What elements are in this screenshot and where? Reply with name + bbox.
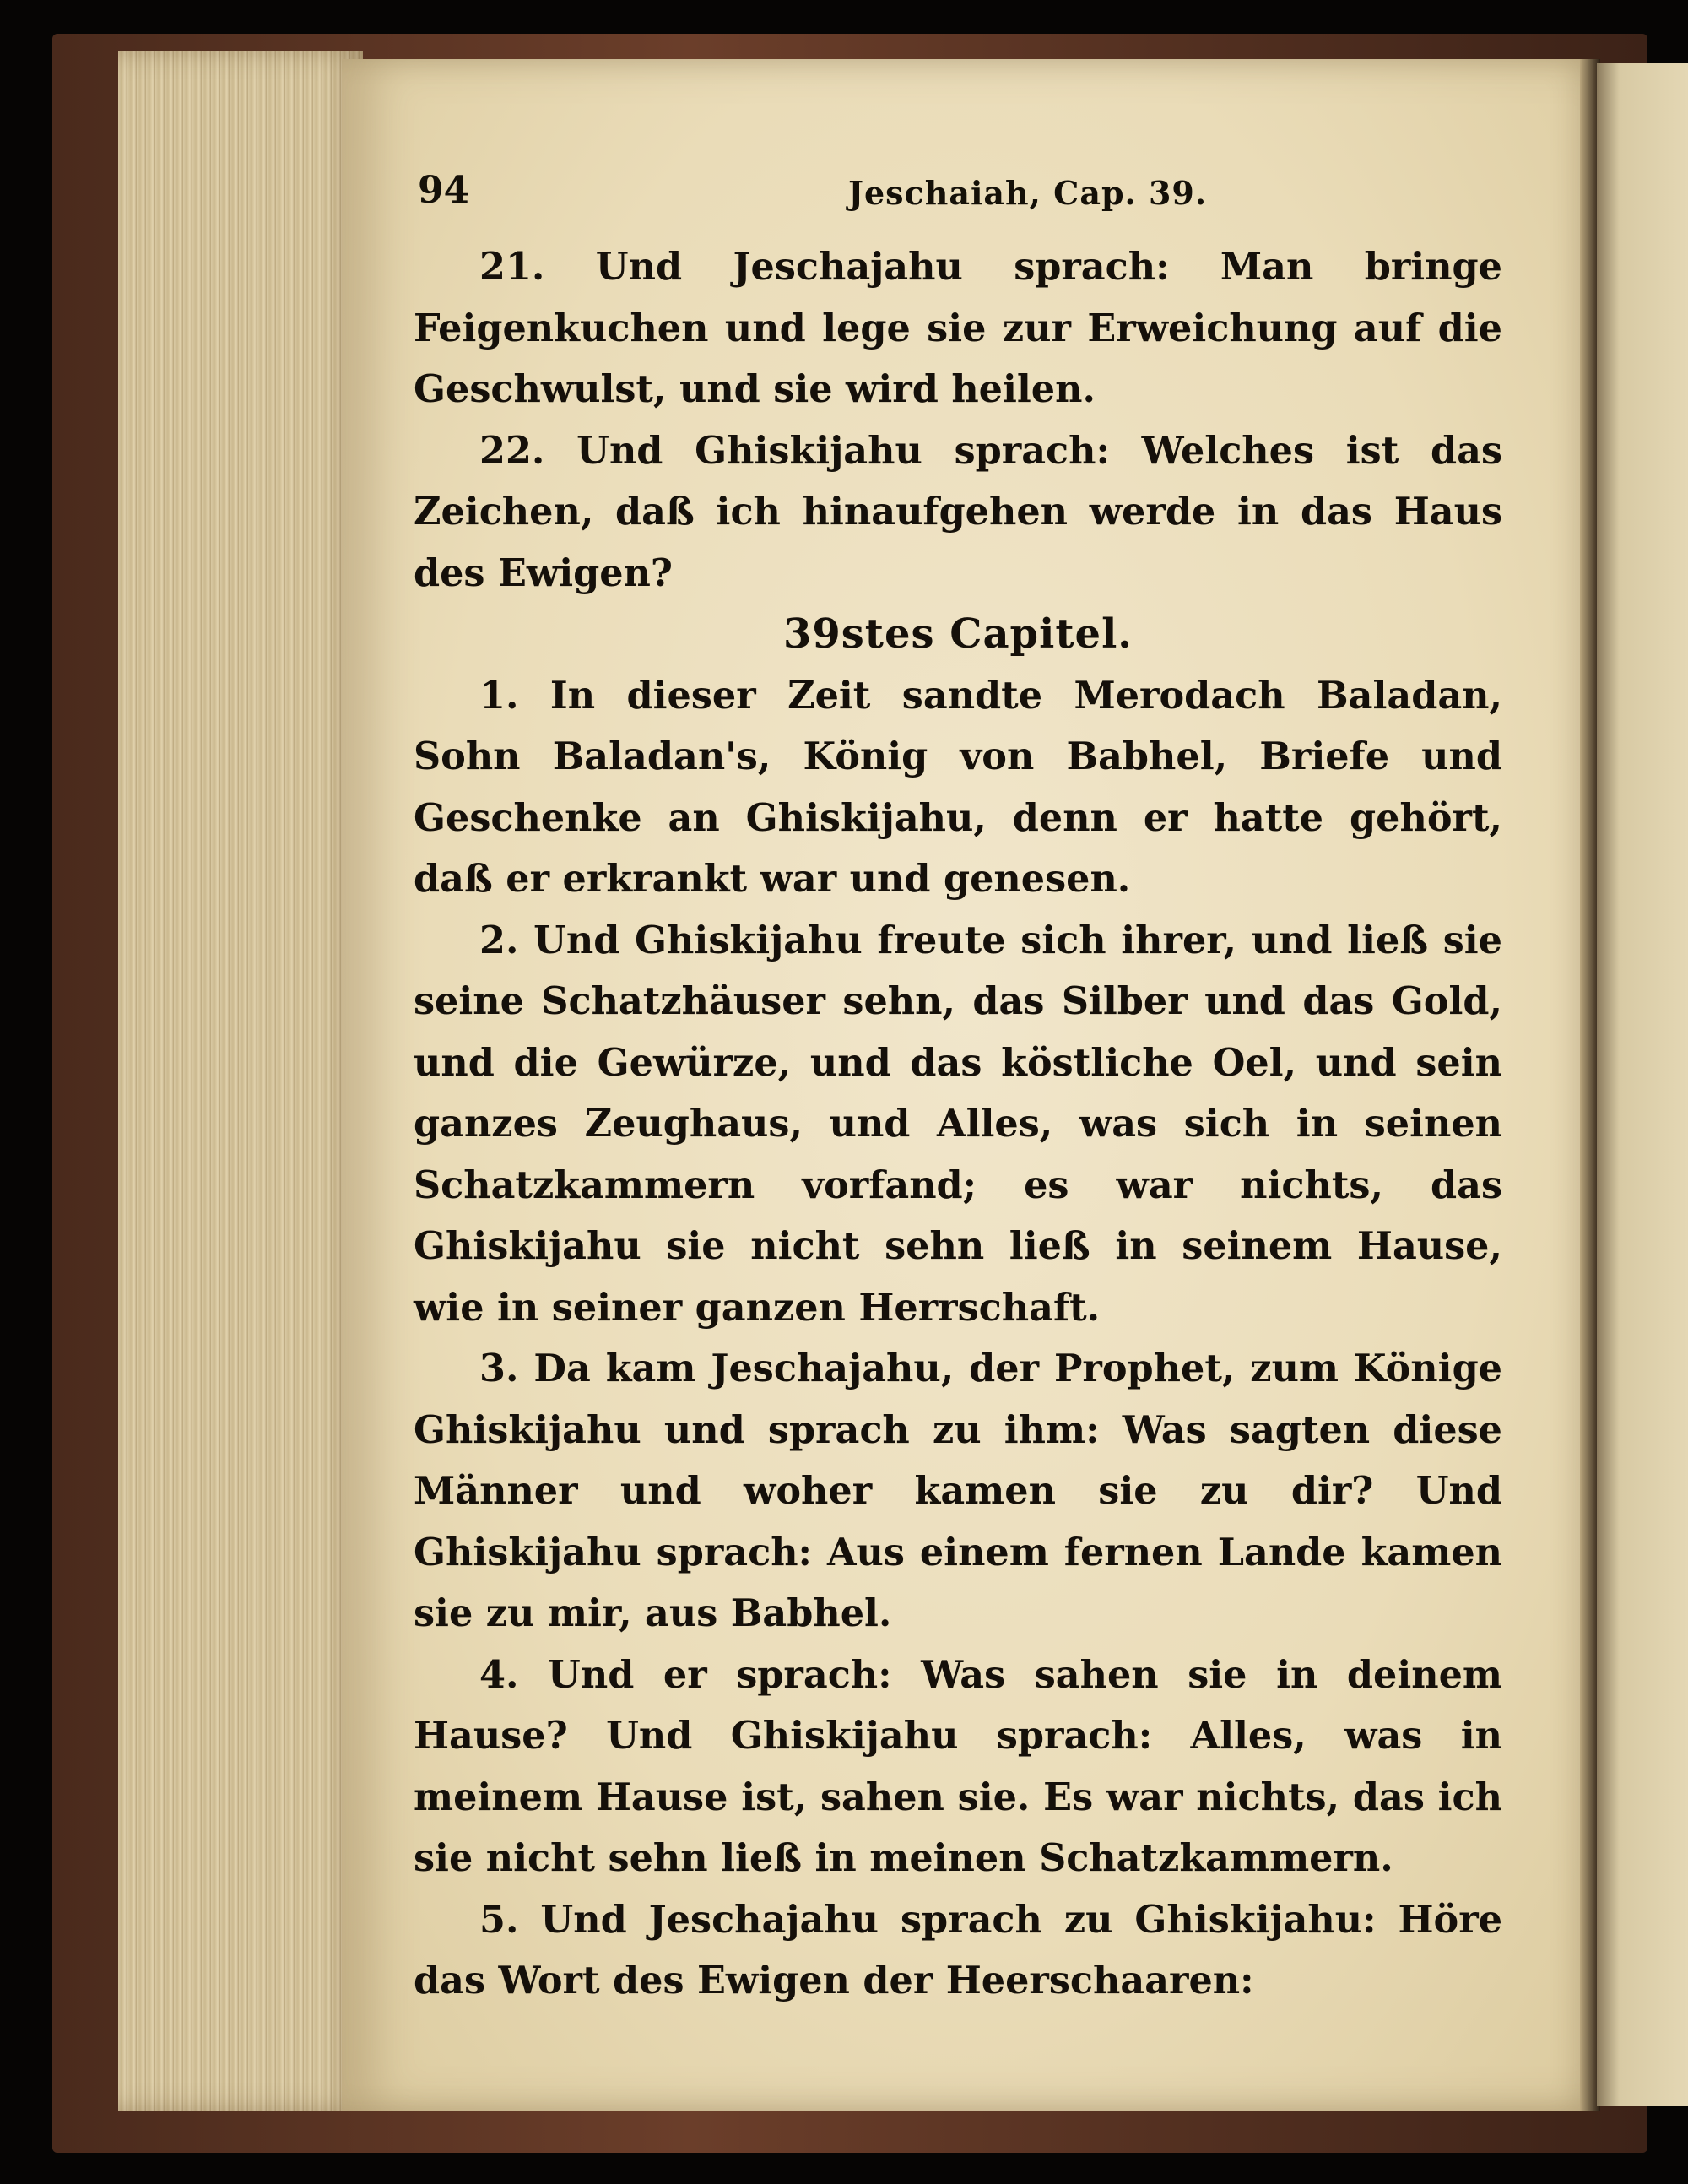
verse-2: 2. Und Ghiskijahu freute sich ihrer, und ließ sie seine Schatzhäuser sehn, das Silber und das Gold, und die Gewürze, und das köstliche Oel, und sein ganzes Zeughaus, und Alles, was sich in seinen Schatzkammern vorfand; es war nichts, das Ghiskijahu sie nicht sehn ließ in seinem Hause, wie in seiner ganzen Herrschaft. — [414, 918, 1502, 1330]
verse-1: 1. In dieser Zeit sandte Merodach Baladan, Sohn Baladan's, König von Babhel, Briefe und Geschenke an Ghiskijahu, denn er hatte gehört, daß er erkrankt war und genesen. — [414, 673, 1502, 901]
verse-3: 3. Da kam Jeschajahu, der Prophet, zum Könige Ghiskijahu und sprach zu ihm: Was sagten diese Männer und woher kamen sie zu dir? Und Ghiskijahu sprach: Aus einem fernen Lande kamen sie zu mir, aus Babhel. — [414, 1347, 1502, 1635]
page-number: 94 — [418, 169, 470, 212]
verse-21: 21. Und Jeschajahu sprach: Man bringe Feigenkuchen und lege sie zur Erweichung auf die Geschwulst, und sie wird heilen. — [414, 245, 1502, 411]
chapter-heading: 39stes Capitel. — [782, 610, 1133, 658]
facing-page-edge — [1597, 63, 1688, 2106]
verse-5: 5. Und Jeschajahu sprach zu Ghiskijahu: Höre das Wort des Ewigen der Heerschaaren: — [414, 1897, 1502, 2002]
page-text — [414, 236, 1502, 2012]
page-edges — [118, 51, 363, 2111]
verse-22: 22. Und Ghiskijahu sprach: Welches ist das Zeichen, daß ich hinaufgehen werde in das Haus des Ewigen? — [414, 428, 1502, 595]
running-head — [418, 169, 1557, 219]
running-title: Jeschaiah, Cap. 39. — [848, 174, 1208, 212]
verse-4: 4. Und er sprach: Was sahen sie in deinem Hause? Und Ghiskijahu sprach: Alles, was in meinem Hause ist, sahen sie. Es war nichts, das ich sie nicht sehn ließ in meinen Schatzkammern. — [414, 1652, 1502, 1880]
